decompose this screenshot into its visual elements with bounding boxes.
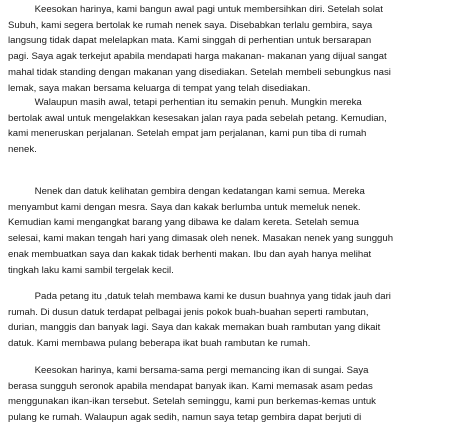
paragraph-4 — [8, 289, 466, 352]
text-line: Subuh, kami segera bertolak ke rumah nenek saya. Disebabkan terlalu gembira, saya — [8, 19, 373, 31]
text-line: berasa sungguh seronok apabila mendapat banyak ikan. Kami memasak asam pedas — [8, 380, 373, 392]
text-line: selesai, kami makan tengah hari yang dimasak oleh nenek. Masakan nenek yang sungguh — [8, 233, 394, 245]
text-line: pagi. Saya agak terkejut apabila mendapati harga makanan- makanan yang dijual sangat — [8, 51, 387, 63]
text-line: Nenek dan datuk kelihatan gembira dengan kedatangan kami semua. Mereka — [8, 186, 365, 197]
text-line: Walaupun masih awal, tetapi perhentian itu semakin penuh. Mungkin mereka — [8, 97, 362, 108]
text-line: Keesokan harinya, kami bersama-sama pergi memancing ikan di sungai. Saya — [8, 365, 369, 376]
text-line: menyambut kami dengan mesra. Saya dan kakak berlumba untuk memeluk nenek. — [8, 201, 361, 213]
text-line: durian, manggis dan banyak lagi. Saya dan kakak memakan buah rambutan yang dikait — [8, 322, 381, 334]
text-line: nenek. — [8, 144, 37, 156]
paragraph-5 — [8, 363, 466, 426]
text-line: lemak, saya makan bersama keluarga di tempat yang telah disediakan. — [8, 82, 311, 94]
text-line: Kemudian kami mengangkat barang yang dibawa ke dalam kereta. Setelah semua — [8, 217, 359, 229]
text-line: Pada petang itu ,datuk telah membawa kami ke dusun buahnya yang tidak jauh dari — [8, 291, 391, 302]
text-line: mahal tidak standing dengan makanan yang disediakan. Setelah membeli sebungkus nasi — [8, 66, 391, 78]
text-line: tingkah laku kami sambil tergelak kecil. — [8, 264, 174, 276]
text-line: langsung tidak dapat melelapkan mata. Kami singgah di perhentian untuk bersarapan — [8, 35, 372, 47]
text-line: Keesokan harinya, kami bangun awal pagi untuk membersihkan diri. Setelah solat — [8, 4, 383, 15]
text-line: kami meneruskan perjalanan. Setelah empat jam perjalanan, kami pun tiba di rumah — [8, 128, 367, 140]
text-line: pulang ke rumah. Walaupun agak sedih, namun saya tetap gembira dapat berjuti di — [8, 412, 362, 424]
paragraph-3 — [8, 184, 466, 278]
text-line: rumah. Di dusun datuk terdapat pelbagai jenis pokok buah-buahan seperti rambutan, — [8, 306, 369, 318]
text-line: menggunakan ikan-ikan tersebut. Setelah seminggu, kami pun berkemas-kemas untuk — [8, 396, 376, 408]
text-line: bertolak awal untuk mengelakkan kesesakan jalan raya pada sebelah petang. Kemudian, — [8, 112, 387, 124]
paragraph-1 — [8, 2, 466, 96]
text-line: datuk. Kami membawa pulang beberapa ikat buah rambutan ke rumah. — [8, 338, 311, 350]
text-line: enak membuatkan saya dan kakak tidak berhenti makan. Ibu dan ayah hanya melihat — [8, 248, 372, 260]
paragraph-2 — [8, 95, 466, 158]
